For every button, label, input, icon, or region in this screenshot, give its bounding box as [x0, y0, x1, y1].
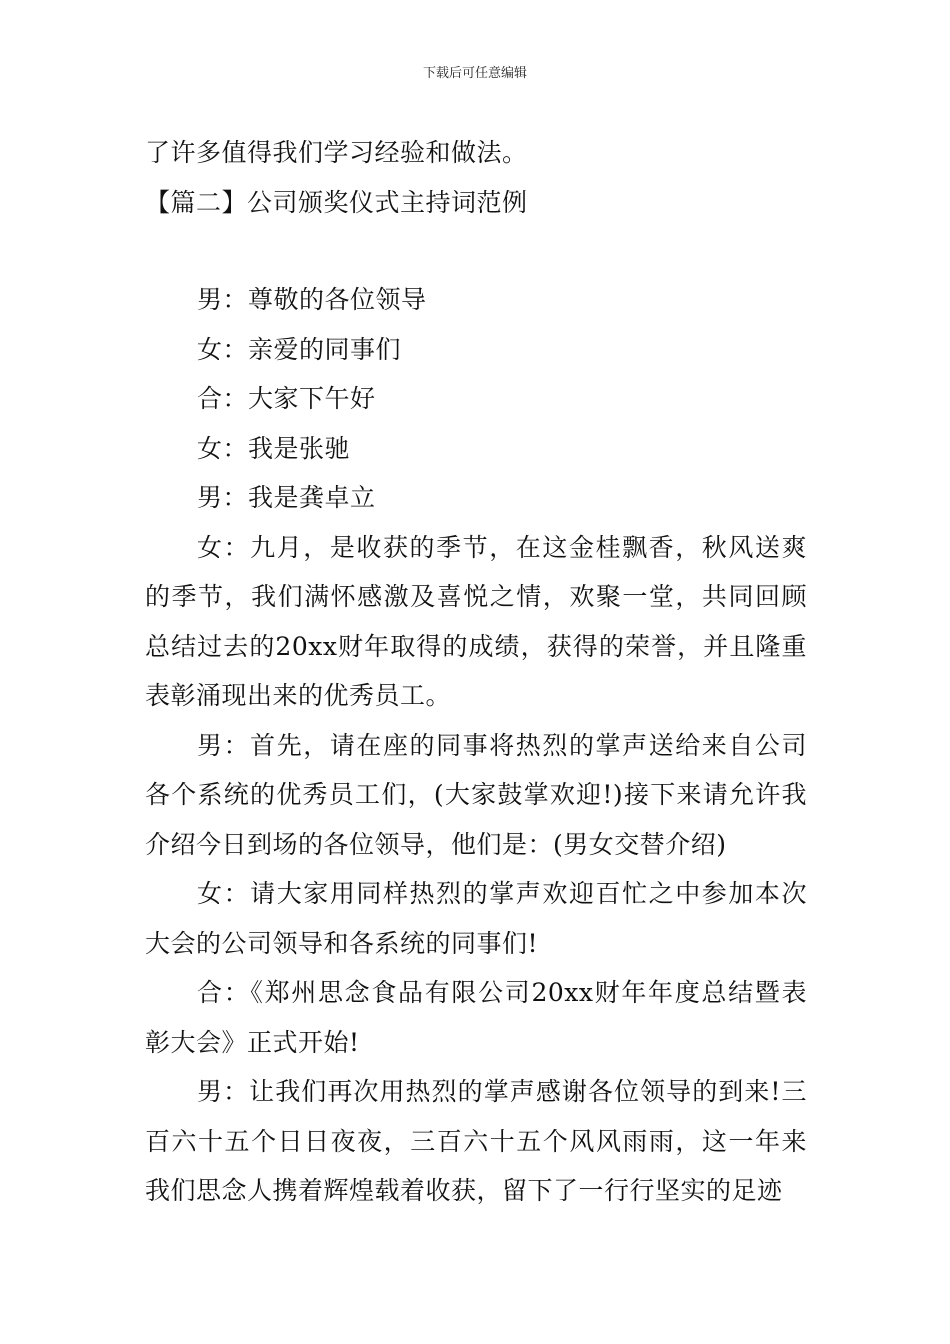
dialogue-line: 女：我是张驰	[197, 433, 351, 463]
dialogue-line: 女：亲爱的同事们	[197, 334, 402, 364]
dialogue-paragraph: 男：首先，请在座的同事将热烈的掌声送给来自公司各个系统的优秀员工们，(大家鼓掌欢迎!)接下来请允许我介绍今日到场的各位领导，他们是：(男女交替介绍)	[145, 730, 807, 859]
dialogue-paragraph: 女：请大家用同样热烈的掌声欢迎百忙之中参加本次大会的公司领导和各系统的同事们!	[145, 879, 807, 958]
dialogue-paragraph: 男：让我们再次用热烈的掌声感谢各位领导的到来!三百六十五个日日夜夜，三百六十五个风风雨雨，这一年来我们思念人携着辉煌载着收获，留下了一行行坚实的足迹	[145, 1077, 807, 1205]
blank-line	[145, 227, 807, 275]
dialogue-line: 合：大家下午好	[197, 384, 376, 413]
dialogue-paragraph: 合：《郑州思念食品有限公司20xx财年年度总结暨表彰大会》正式开始!	[145, 978, 807, 1057]
section-title: 【篇二】公司颁奖仪式主持词范例	[145, 187, 528, 217]
carryover-line: 了许多值得我们学习经验和做法。	[145, 138, 528, 167]
document-body	[145, 128, 807, 1216]
page-header: 下载后可任意编辑	[422, 66, 527, 81]
dialogue-paragraph: 女：九月，是收获的季节，在这金桂飘香，秋风送爽的季节，我们满怀感激及喜悦之情，欢聚一堂，共同回顾总结过去的20xx财年取得的成绩，获得的荣誉，并且隆重表彰涌现出来的优秀员工。	[145, 532, 807, 710]
dialogue-line: 男：尊敬的各位领导	[197, 285, 427, 314]
dialogue-line: 男：我是龚卓立	[197, 483, 376, 512]
